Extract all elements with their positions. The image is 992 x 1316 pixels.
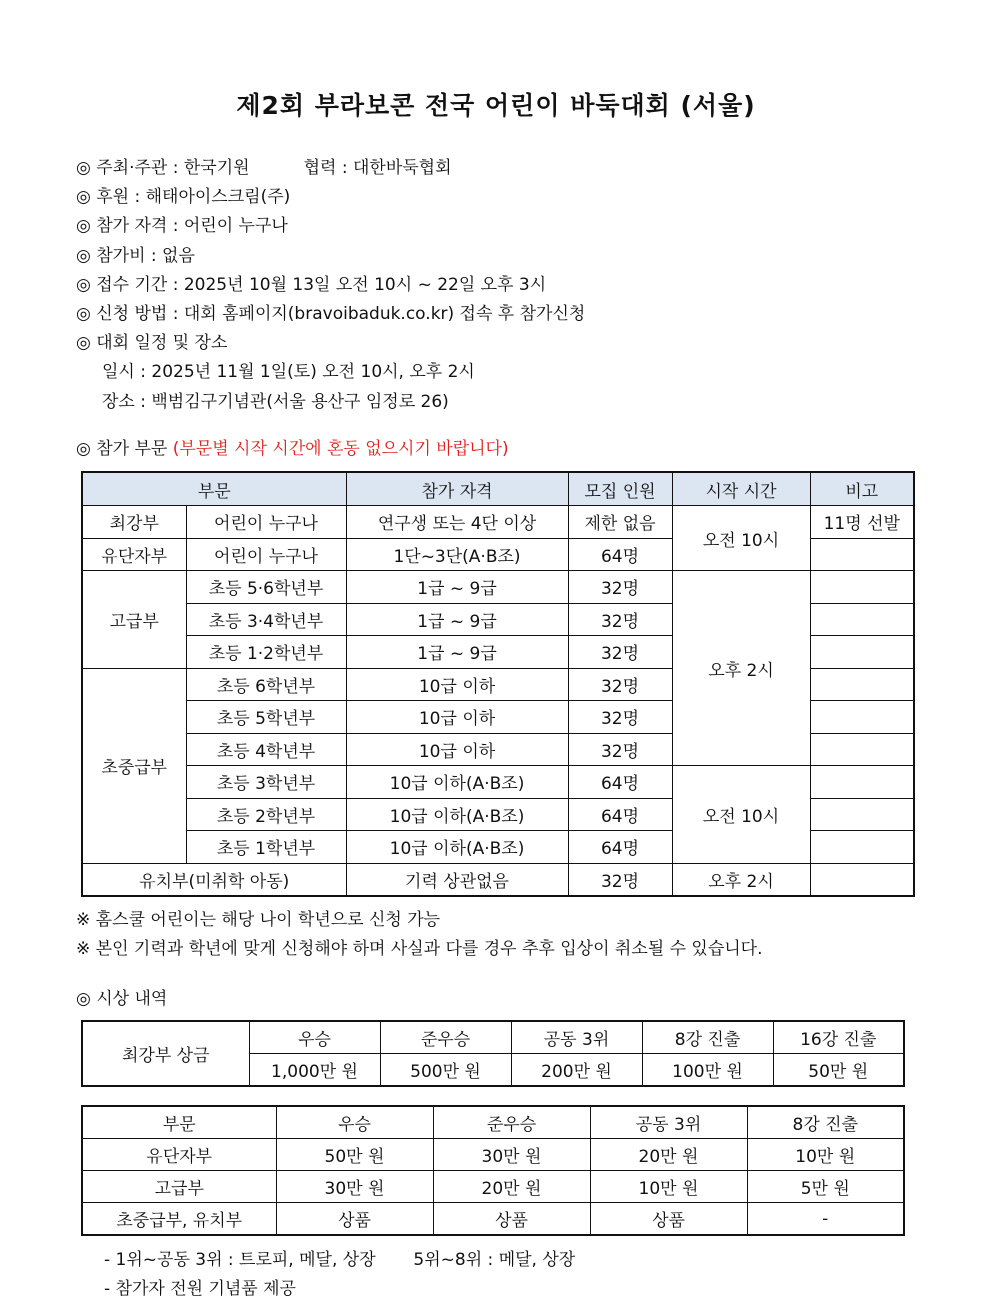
division-sub: 초등 3·4학년부	[186, 603, 346, 636]
event-info	[76, 154, 585, 417]
capacity: 32명	[568, 636, 672, 669]
qualification: 연구생 또는 4단 이상	[346, 506, 568, 539]
qualification: 1급 ~ 9급	[346, 603, 568, 636]
note-accuracy: ※ 본인 기력과 학년에 맞게 신청해야 하며 사실과 다를 경우 추후 입상이 취소될 수 있습니다.	[76, 939, 763, 959]
qualification: 10급 이하(A·B조)	[346, 831, 568, 864]
schedule-place: 장소 : 백범김구기념관(서울 용산구 임정로 26)	[102, 391, 449, 412]
capacity: 64명	[568, 538, 672, 571]
prize-value: 20만 원	[433, 1171, 590, 1203]
qualification: 10급 이하(A·B조)	[346, 798, 568, 831]
prize-division: 유단자부	[82, 1139, 276, 1171]
top-prize-label: 최강부 상금	[82, 1021, 249, 1086]
top-prize-table	[81, 1020, 905, 1087]
qualification: 1급 ~ 9급	[346, 571, 568, 604]
qualification: 10급 이하	[346, 701, 568, 734]
prize-value: 5만 원	[747, 1171, 904, 1203]
division-sub: 초등 2학년부	[186, 798, 346, 831]
prize-value: 10만 원	[590, 1171, 747, 1203]
capacity: 64명	[568, 766, 672, 799]
capacity: 64명	[568, 831, 672, 864]
division-group: 유단자부	[82, 538, 186, 571]
capacity: 32명	[568, 863, 672, 896]
capacity: 32명	[568, 701, 672, 734]
prize-header: 우승	[249, 1021, 380, 1054]
table-row	[82, 1203, 904, 1236]
table-header-row	[82, 472, 914, 506]
qualification: 1급 ~ 9급	[346, 636, 568, 669]
schedule-date: 일시 : 2025년 11월 1일(토) 오전 10시, 오후 2시	[102, 362, 475, 383]
prize-value: 30만 원	[433, 1139, 590, 1171]
division-sub: 어린이 누구나	[186, 538, 346, 571]
remarks	[810, 571, 914, 604]
capacity: 제한 없음	[568, 506, 672, 539]
division-sub: 초등 5·6학년부	[186, 571, 346, 604]
qualification: 10급 이하	[346, 668, 568, 701]
remarks	[810, 668, 914, 701]
info-sponsor: ◎ 후원 : 해태아이스크림(주)	[76, 187, 291, 208]
prize-header: 16강 진출	[773, 1021, 904, 1054]
prize-value: 상품	[590, 1203, 747, 1236]
start-time: 오후 2시	[672, 571, 810, 766]
info-registration-period: ◎ 접수 기간 : 2025년 10월 13일 오전 10시 ~ 22일 오후 3시	[76, 274, 547, 295]
notes	[76, 906, 763, 964]
division-group: 고급부	[82, 571, 186, 669]
division-sub: 초등 1·2학년부	[186, 636, 346, 669]
table-row	[82, 1021, 904, 1054]
info-fee: ◎ 참가비 : 없음	[76, 245, 195, 266]
prize-header: 준우승	[433, 1106, 590, 1139]
start-time: 오후 2시	[672, 863, 810, 896]
division-table	[81, 471, 915, 897]
division-group: 초중급부	[82, 668, 186, 863]
division-sub: 초등 6학년부	[186, 668, 346, 701]
remarks	[810, 831, 914, 864]
qualification: 기력 상관없음	[346, 863, 568, 896]
prize-header: 공동 3위	[511, 1021, 642, 1054]
prize-value: 상품	[433, 1203, 590, 1236]
header-capacity: 모집 인원	[568, 472, 672, 506]
division-warning: (부문별 시작 시간에 혼동 없으시기 바랍니다)	[172, 439, 509, 459]
table-row	[82, 506, 914, 539]
division-prize-table	[81, 1105, 905, 1236]
note-homeschool: ※ 홈스쿨 어린이는 해당 나이 학년으로 신청 가능	[76, 910, 441, 930]
prize-value: 상품	[276, 1203, 433, 1236]
info-organizer: ◎ 주최·주관 : 한국기원 협력 : 대한바둑협회	[76, 158, 452, 178]
table-row	[82, 1171, 904, 1203]
header-division: 부문	[82, 472, 346, 506]
info-schedule-heading: ◎ 대회 일정 및 장소	[76, 333, 228, 354]
capacity: 64명	[568, 798, 672, 831]
prize-footer	[104, 1246, 575, 1304]
remarks	[810, 766, 914, 799]
prize-header: 8강 진출	[747, 1106, 904, 1139]
page-title: 제2회 부라보콘 전국 어린이 바둑대회 (서울)	[236, 91, 756, 120]
table-header-row	[82, 1106, 904, 1139]
table-row	[82, 571, 914, 604]
info-eligibility: ◎ 참가 자격 : 어린이 누구나	[76, 216, 288, 237]
table-row	[82, 766, 914, 799]
capacity: 32명	[568, 733, 672, 766]
header-qualification: 참가 자격	[346, 472, 568, 506]
prize-value: 30만 원	[276, 1171, 433, 1203]
table-row	[82, 1139, 904, 1171]
footer-gift-note: - 참가자 전원 기념품 제공	[104, 1279, 296, 1299]
remarks	[810, 636, 914, 669]
remarks	[810, 863, 914, 896]
start-time: 오전 10시	[672, 766, 810, 864]
info-application-method: ◎ 신청 방법 : 대회 홈페이지(bravoibaduk.co.kr) 접속 후 참가신청	[76, 303, 586, 324]
division-sub: 어린이 누구나	[186, 506, 346, 539]
prize-header: 준우승	[380, 1021, 511, 1054]
remarks	[810, 603, 914, 636]
qualification: 1단~3단(A·B조)	[346, 538, 568, 571]
division-label: ◎ 참가 부문	[76, 439, 173, 459]
prize-division: 고급부	[82, 1171, 276, 1203]
qualification: 10급 이하	[346, 733, 568, 766]
remarks	[810, 701, 914, 734]
qualification: 10급 이하(A·B조)	[346, 766, 568, 799]
remarks: 11명 선발	[810, 506, 914, 539]
header-remarks: 비고	[810, 472, 914, 506]
footer-trophy-note: - 1위~공동 3위 : 트로피, 메달, 상장 5위~8위 : 메달, 상장	[104, 1250, 576, 1270]
prize-value: 50만 원	[276, 1139, 433, 1171]
prize-division: 초중급부, 유치부	[82, 1203, 276, 1236]
prize-value: 100만 원	[642, 1054, 773, 1087]
prize-value: -	[747, 1203, 904, 1236]
division-group: 최강부	[82, 506, 186, 539]
header-start-time: 시작 시간	[672, 472, 810, 506]
prize-value: 1,000만 원	[249, 1054, 380, 1087]
remarks	[810, 733, 914, 766]
capacity: 32명	[568, 603, 672, 636]
remarks	[810, 538, 914, 571]
remarks	[810, 798, 914, 831]
awards-heading: ◎ 시상 내역	[76, 989, 168, 1009]
capacity: 32명	[568, 668, 672, 701]
prize-header: 8강 진출	[642, 1021, 773, 1054]
capacity: 32명	[568, 571, 672, 604]
division-sub: 초등 1학년부	[186, 831, 346, 864]
prize-value: 50만 원	[773, 1054, 904, 1087]
start-time: 오전 10시	[672, 506, 810, 571]
prize-value: 10만 원	[747, 1139, 904, 1171]
prize-header: 우승	[276, 1106, 433, 1139]
division-sub: 초등 4학년부	[186, 733, 346, 766]
prize-header: 부문	[82, 1106, 276, 1139]
prize-value: 500만 원	[380, 1054, 511, 1087]
division-section-heading	[76, 434, 509, 459]
prize-value: 20만 원	[590, 1139, 747, 1171]
prize-value: 200만 원	[511, 1054, 642, 1087]
division-sub: 초등 3학년부	[186, 766, 346, 799]
division-group: 유치부(미취학 아동)	[82, 863, 346, 896]
division-sub: 초등 5학년부	[186, 701, 346, 734]
prize-header: 공동 3위	[590, 1106, 747, 1139]
table-row	[82, 863, 914, 896]
